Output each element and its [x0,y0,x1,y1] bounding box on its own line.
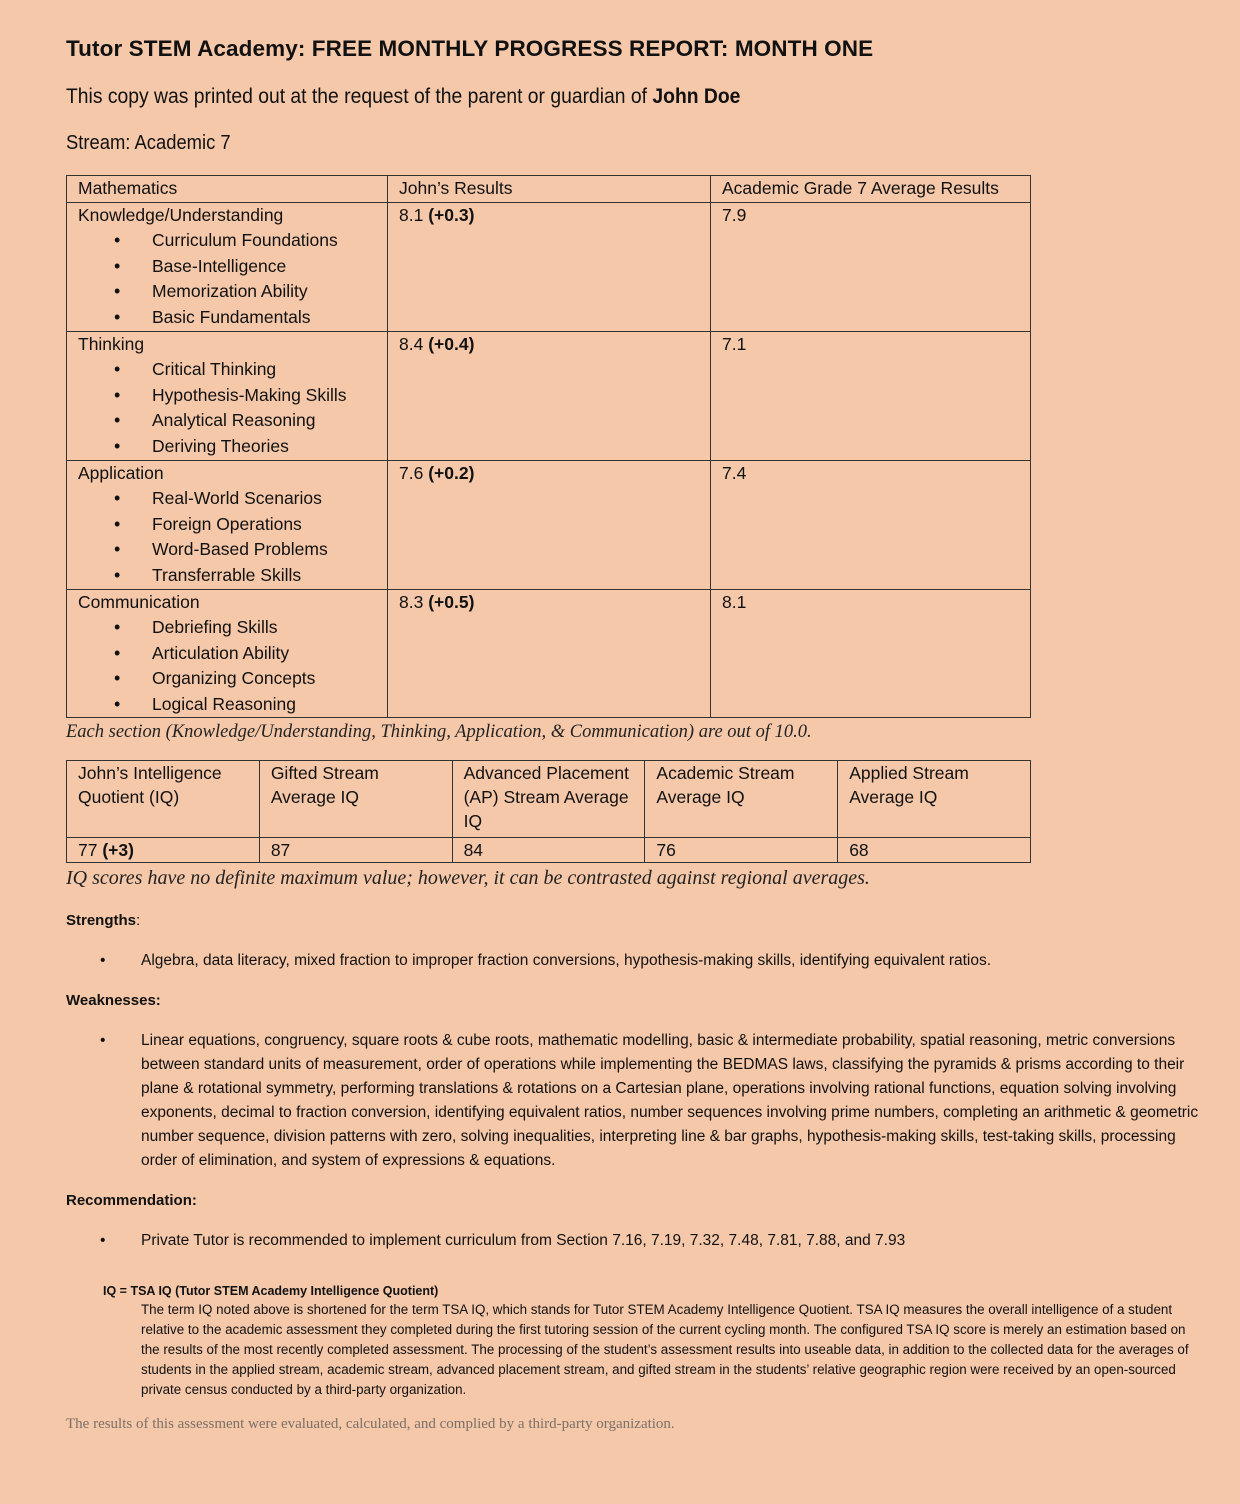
john-score-cell [388,460,711,589]
results-table [66,175,1031,718]
table-row [67,202,1031,331]
john-iq [67,838,260,863]
footnote-text: The term IQ noted above is shortened for the term TSA IQ, which stands for Tutor STEM Academy Intelligence Quotient. TSA IQ measures the overall intelligence of a student relative to the academic assessment they completed during the first tutoring session of the current cycling month. The configured TSA IQ score is merely an estimation based on the results of the most recently completed assessment. The processing of the student’s assessment results into useable data, in addition to the collected data for the averages of students in the applied stream, academic stream, advanced placement stream, and gifted stream in the students’ relative geographic region were received by an open-sourced private census conducted by a third-party organization. [141,1302,1189,1398]
subskill-item: • Base-Intelligence [78,254,376,280]
strengths-label: Strengths [66,912,137,930]
table-header-row [67,176,1031,203]
average-score-cell: 7.1 [711,331,1031,460]
average-score-cell: 7.9 [711,202,1031,331]
subskill-item: • Analytical Reasoning [78,408,376,434]
john-score-cell [388,331,711,460]
results-note: Each section (Knowledge/Understanding, Thinking, Application, & Communication) are out of 10.0. [66,722,812,743]
header-average: Academic Grade 7 Average Results [711,176,1031,203]
subskill-item: • Curriculum Foundations [78,228,376,254]
score-change: (+0.2) [428,462,475,483]
iq-header: Advanced Placement (AP) Stream Average IQ [452,761,645,838]
category-name: Thinking [78,333,145,354]
subtitle-text: This copy was printed out at the request of the parent or guardian of [66,85,653,108]
john-iq-score: 77 [78,840,98,861]
footnote-heading: IQ = TSA IQ (Tutor STEM Academy Intelligence Quotient) [103,1284,439,1299]
subskill-list [78,486,376,588]
score-change: (+0.5) [428,591,475,612]
subskill-item: • Memorization Ability [78,279,376,305]
table-row [67,331,1031,460]
iq-value: 87 [259,838,452,863]
subskill-item: • Foreign Operations [78,512,376,538]
stream-label: Stream: Academic 7 [66,132,231,154]
iq-value: 76 [645,838,838,863]
iq-note: IQ scores have no definite maximum value; however, it can be contrasted against regional averages. [66,867,870,890]
strengths-heading: Strengths: [66,912,141,930]
report-title: Tutor STEM Academy: FREE MONTHLY PROGRESS REPORT: MONTH ONE [66,36,874,61]
header-john-results: John’s Results [388,176,711,203]
subskill-item: • Articulation Ability [78,641,376,667]
john-score-cell [388,202,711,331]
subskill-item: • Deriving Theories [78,434,376,460]
category-cell [67,331,388,460]
category-name: Knowledge/Understanding [78,204,284,225]
subskill-item: • Organizing Concepts [78,666,376,692]
average-score-cell: 8.1 [711,589,1031,718]
score-change: (+0.4) [428,333,475,354]
john-score: 8.1 [399,204,424,225]
table-row [67,460,1031,589]
subskill-list [78,615,376,717]
subskill-item: • Debriefing Skills [78,615,376,641]
subskill-item: • Hypothesis-Making Skills [78,383,376,409]
iq-value-row [67,838,1031,863]
john-score: 7.6 [399,462,424,483]
category-name: Application [78,462,164,483]
subskill-item: • Logical Reasoning [78,692,376,718]
iq-header: Applied Stream Average IQ [838,761,1031,838]
table-row [67,589,1031,718]
category-cell [67,460,388,589]
category-name: Communication [78,591,200,612]
subskill-item: • Basic Fundamentals [78,305,376,331]
iq-header: Gifted Stream Average IQ [259,761,452,838]
score-change: (+0.3) [428,204,475,225]
subskill-item: • Transferrable Skills [78,563,376,589]
iq-value: 84 [452,838,645,863]
strengths-item: • Algebra, data literacy, mixed fraction to improper fraction conversions, hypothesis-making skills, identifying equivalent ratios. [100,949,1200,973]
average-score-cell: 7.4 [711,460,1031,589]
iq-value: 68 [838,838,1031,863]
iq-table [66,760,1031,863]
category-cell [67,589,388,718]
footer-text: The results of this assessment were evaluated, calculated, and complied by a third-party organization. [66,1416,675,1433]
john-score: 8.3 [399,591,424,612]
student-name: John Doe [652,85,741,108]
subskill-list [78,357,376,459]
recommendation-heading: Recommendation: [66,1192,197,1210]
subskill-item: • Critical Thinking [78,357,376,383]
subskill-item: • Word-Based Problems [78,537,376,563]
iq-header: Academic Stream Average IQ [645,761,838,838]
subskill-list [78,228,376,330]
john-score: 8.4 [399,333,424,354]
header-subject: Mathematics [67,176,388,203]
iq-header-row [67,761,1031,838]
john-iq-change: (+3) [102,840,134,861]
recommendation-item: • Private Tutor is recommended to implement curriculum from Section 7.16, 7.19, 7.32, 7.48, 7.81, 7.88, and 7.93 [100,1229,1200,1253]
subskill-item: • Real-World Scenarios [78,486,376,512]
weaknesses-heading: Weaknesses: [66,992,161,1010]
john-score-cell [388,589,711,718]
weaknesses-item: • Linear equations, congruency, square roots & cube roots, mathematic modelling, basic & intermediate probability, spatial reasoning, metric conversions between standard units of measurement, order of operations while implementing the BEDMAS laws, classifying the pyramids & prisms according to their plane & rotational symmetry, performing translations & rotations on a Cartesian plane, operations involving rational functions, equation solving involving exponents, decimal to fraction conversion, identifying equivalent ratios, number sequences involving prime numbers, completing an arithmetic & geometric number sequence, division patterns with zero, solving inequalities, interpreting line & bar graphs, hypothesis-making skills, test-taking skills, processing order of elimination, and system of expressions & equations. [100,1029,1200,1173]
category-cell [67,202,388,331]
report-subtitle [66,84,1109,109]
iq-header: John’s Intelligence Quotient (IQ) [67,761,260,838]
